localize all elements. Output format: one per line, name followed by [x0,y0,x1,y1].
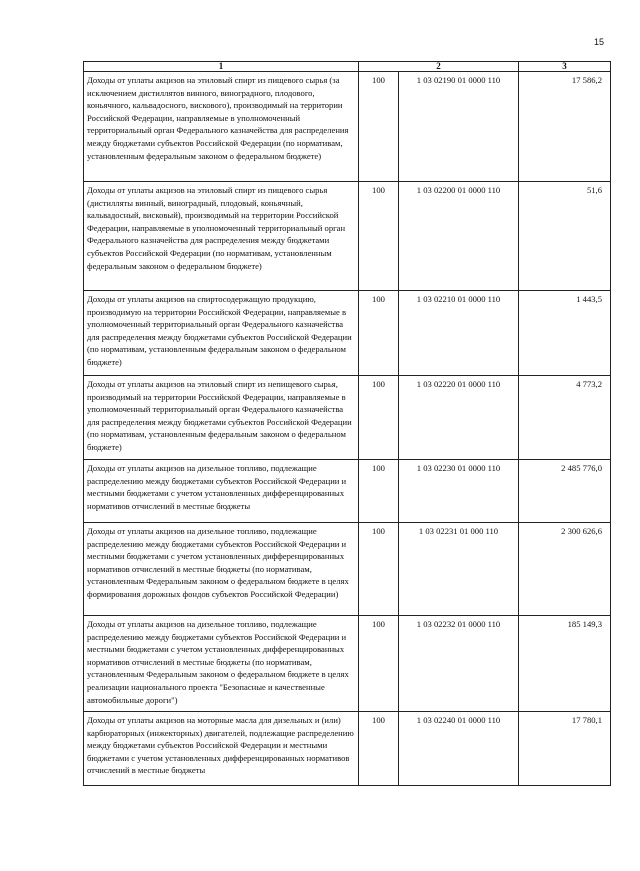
row-amount: 51,6 [519,182,611,291]
row-name: Доходы от уплаты акцизов на этиловый спирт из пищевого сырья (дистилляты винный, виноградный, плодовый, коньячный, кальвадосный, висковый), производимый на территории Российской Федерации, направляемые в уполномоченный территориальный орган Федерального казначейства для распределения между бюджетами субъектов Российской Федерации (по нормативам, установленным федеральным законом о федеральном бюджете) [84,182,359,291]
row-name: Доходы от уплаты акцизов на дизельное топливо, подлежащие распределению между бюджетами субъектов Российской Федерации и местными бюджетами с учетом установленных дифференцированных нормативов отчислений в местные бюджеты [84,460,359,523]
row-amount: 17 586,2 [519,72,611,182]
row-kbk: 1 03 02220 01 0000 110 [399,376,519,460]
row-name: Доходы от уплаты акцизов на моторные масла для дизельных и (или) карбюраторных (инжекторных) двигателей, подлежащие распределению между бюджетами субъектов Российской Федерации и местными бюджетами с учетом установленных дифференцированных нормативов отчислений в местные бюджеты [84,712,359,786]
table-row [84,182,611,291]
row-amount: 2 485 776,0 [519,460,611,523]
row-code: 100 [359,712,399,786]
row-name: Доходы от уплаты акцизов на этиловый спирт из непищевого сырья, производимый на территории Российской Федерации, направляемые в уполномоченный территориальный орган Федерального казначейства для распределения между бюджетами субъектов Российской Федерации (по нормативам, установленным федеральным законом о федеральном бюджете) [84,376,359,460]
row-kbk: 1 03 02200 01 0000 110 [399,182,519,291]
page-number: 15 [593,37,604,47]
row-amount: 2 300 626,6 [519,523,611,616]
row-amount: 1 443,5 [519,291,611,376]
row-kbk: 1 03 02190 01 0000 110 [399,72,519,182]
row-code: 100 [359,523,399,616]
row-kbk: 1 03 02210 01 0000 110 [399,291,519,376]
row-amount: 185 149,3 [519,616,611,712]
row-kbk: 1 03 02240 01 0000 110 [399,712,519,786]
row-code: 100 [359,291,399,376]
table-row [84,712,611,786]
revenue-table [83,61,611,786]
row-code: 100 [359,460,399,523]
table-header-row [84,62,611,72]
row-name: Доходы от уплаты акцизов на спиртосодержащую продукцию, производимую на территории Российской Федерации, направляемые в уполномоченный территориальный орган Федерального казначейства для распределения между бюджетами субъектов Российской Федерации (по нормативам, установленным федеральным законом о федеральном бюджете) [84,291,359,376]
row-name: Доходы от уплаты акцизов на этиловый спирт из пищевого сырья (за исключением дистиллятов винного, виноградного, плодового, коньячного, кальвадосного, вискового), производимый на территории Российской Федерации, направляемые в уполномоченный территориальный орган Федерального казначейства для распределения между бюджетами субъектов Российской Федерации (по нормативам, установленным федеральным законом о федеральном бюджете) [84,72,359,182]
row-amount: 4 773,2 [519,376,611,460]
header-col-1: 1 [84,62,359,72]
row-code: 100 [359,72,399,182]
header-col-2: 2 [359,62,519,72]
row-code: 100 [359,616,399,712]
row-kbk: 1 03 02231 01 000 110 [399,523,519,616]
row-code: 100 [359,376,399,460]
table-row [84,460,611,523]
row-code: 100 [359,182,399,291]
row-name: Доходы от уплаты акцизов на дизельное топливо, подлежащие распределению между бюджетами субъектов Российской Федерации и местными бюджетами с учетом установленных дифференцированных нормативов отчислений в местные бюджеты (по нормативам, установленным Федеральным законом о федеральном бюджете в целях реализации национального проекта "Безопасные и качественные автомобильные дороги") [84,616,359,712]
table-row [84,376,611,460]
row-kbk: 1 03 02230 01 0000 110 [399,460,519,523]
table-row [84,72,611,182]
header-col-3: 3 [519,62,611,72]
table-row [84,616,611,712]
row-amount: 17 780,1 [519,712,611,786]
table-row [84,291,611,376]
row-kbk: 1 03 02232 01 0000 110 [399,616,519,712]
table-row [84,523,611,616]
row-name: Доходы от уплаты акцизов на дизельное топливо, подлежащие распределению между бюджетами субъектов Российской Федерации и местными бюджетами с учетом установленных дифференцированных нормативов отчислений в местные бюджеты (по нормативам, установленным Федеральным законом о федеральном бюджете в целях формирования дорожных фондов субъектов Российской Федерации) [84,523,359,616]
